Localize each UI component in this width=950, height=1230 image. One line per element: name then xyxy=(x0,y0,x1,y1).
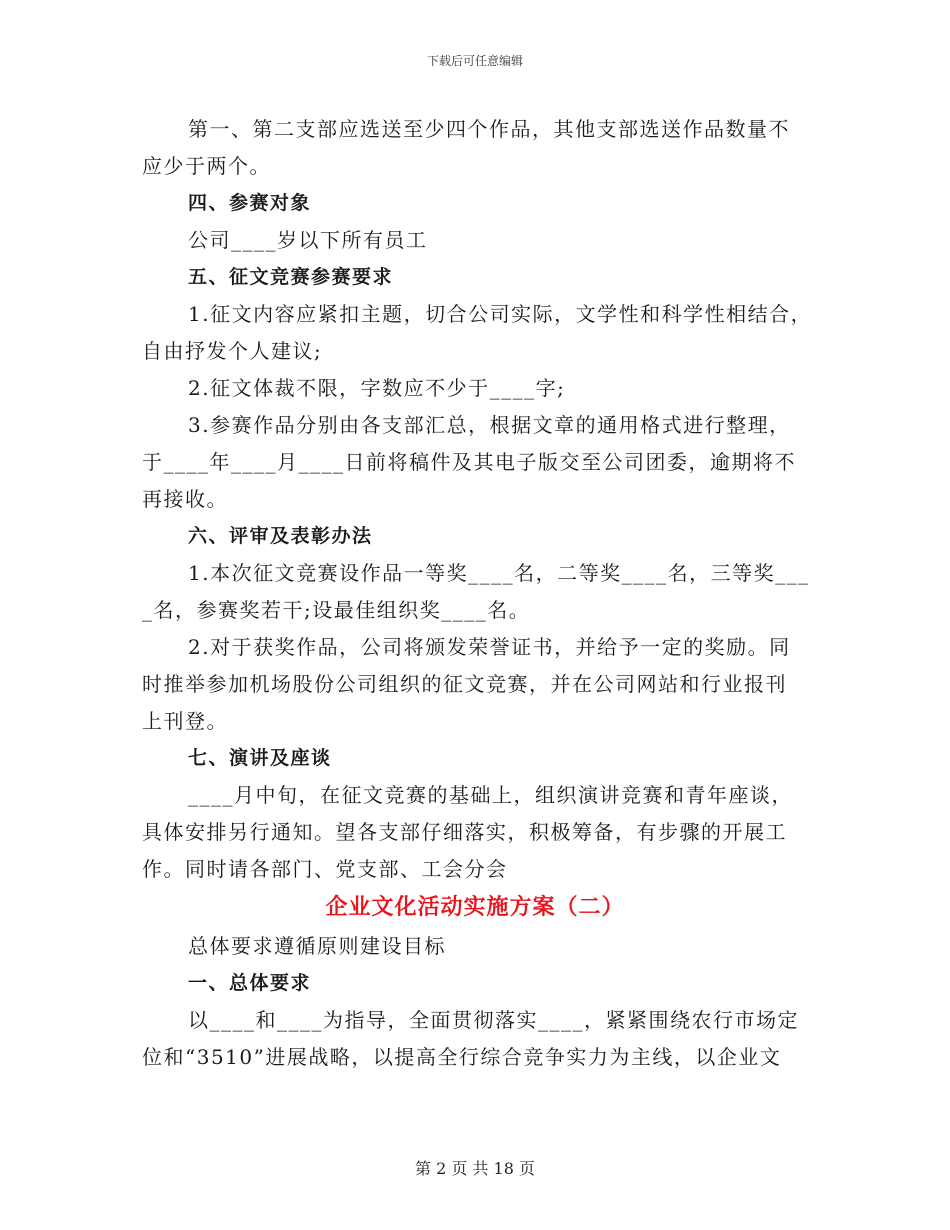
paragraph-line: 以____和____为指导，全面贯彻落实____，紧紧围绕农行市场定 xyxy=(188,1008,799,1032)
page-footer: 第 2 页 共 18 页 xyxy=(415,1159,535,1178)
paragraph-line: _名，参赛奖若干;设最佳组织奖____名。 xyxy=(142,598,531,622)
document-title: 企业文化活动实施方案（二） xyxy=(325,895,625,920)
paragraph-line: 公司____岁以下所有员工 xyxy=(188,228,428,252)
paragraph-line: 具体安排另行通知。望各支部仔细落实，积极筹备，有步骤的开展工 xyxy=(142,820,787,844)
paragraph-line: 时推举参加机场股份公司组织的征文竞赛，并在公司网站和行业报刊 xyxy=(142,672,787,696)
paragraph-line: ____月中旬，在征文竞赛的基础上，组织演讲竞赛和青年座谈， xyxy=(188,783,793,807)
paragraph-line: 2.对于获奖作品，公司将颁发荣誉证书，并给予一定的奖励。同 xyxy=(188,635,791,659)
paragraph-line: 再接收。 xyxy=(142,487,228,511)
paragraph-line: 上刊登。 xyxy=(142,709,228,733)
section-heading: 四、参赛对象 xyxy=(188,192,312,214)
section-heading: 一、总体要求 xyxy=(188,972,312,994)
paragraph-line: 位和“3510”进展战略，以提高全行综合竞争实力为主线，以企业文 xyxy=(142,1045,782,1069)
paragraph-line: 第一、第二支部应选送至少四个作品，其他支部选送作品数量不 xyxy=(188,117,790,141)
paragraph-line: 总体要求遵循原则建设目标 xyxy=(188,934,446,958)
paragraph-line: 1.本次征文竞赛设作品一等奖____名，二等奖____名，三等奖___ xyxy=(188,561,810,585)
paragraph-line: 于____年____月____日前将稿件及其电子版交至公司团委，逾期将不 xyxy=(142,450,796,474)
paragraph-line: 3.参赛作品分别由各支部汇总，根据文章的通用格式进行整理， xyxy=(188,413,791,437)
document-body xyxy=(142,111,813,1076)
section-heading: 六、评审及表彰办法 xyxy=(188,525,373,547)
page-header: 下载后可任意编辑 xyxy=(426,54,523,68)
paragraph-line: 2.征文体裁不限，字数应不少于____字; xyxy=(188,376,566,400)
paragraph-line: 应少于两个。 xyxy=(142,154,271,178)
section-heading: 五、征文竞赛参赛要求 xyxy=(188,266,394,288)
paragraph-line: 自由抒发个人建议; xyxy=(142,339,323,363)
paragraph-line: 作。同时请各部门、党支部、工会分会 xyxy=(142,857,508,881)
paragraph-line: 1.征文内容应紧扣主题，切合公司实际，文学性和科学性相结合， xyxy=(188,302,813,326)
section-heading: 七、演讲及座谈 xyxy=(188,747,332,769)
